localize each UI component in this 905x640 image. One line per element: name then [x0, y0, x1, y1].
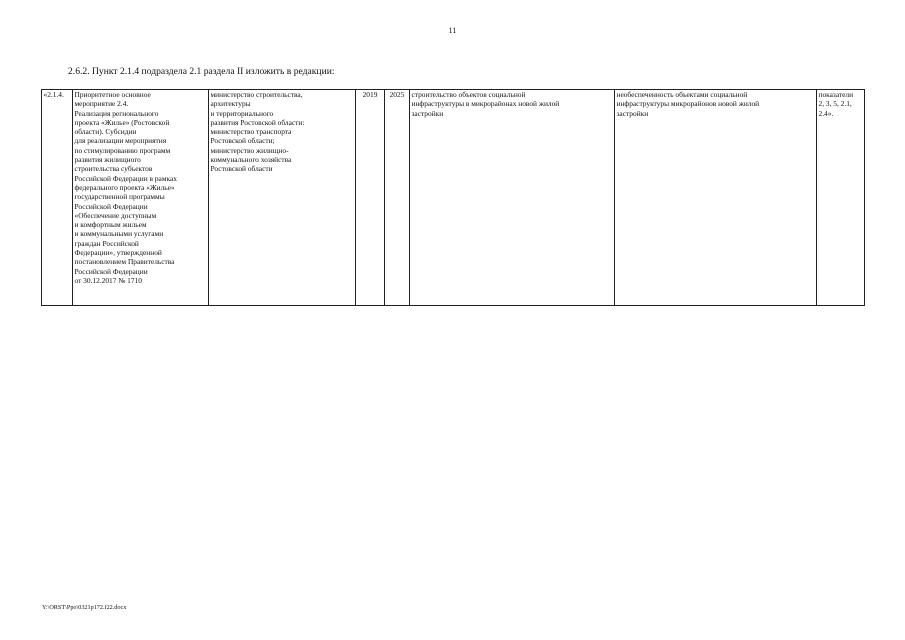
text-line: граждан Российской [74, 238, 139, 248]
text-line: Приоритетное основное [74, 90, 151, 99]
text-line: для реализации мероприятия [74, 136, 167, 146]
text-line: Российской Федерации в рамках [74, 173, 177, 183]
text-line: строительства субъектов [74, 164, 153, 174]
text-line: Федерации», утвержденной [74, 248, 162, 258]
text-line: министерство жилищно- [210, 145, 289, 155]
text-line: показатели [818, 90, 854, 99]
text-line: и комфортным жильем [74, 220, 147, 230]
text-line: и коммунальными услугами [74, 229, 164, 239]
text-line: инфраструктуры в микрорайонах новой жилой [411, 99, 560, 109]
text-line: Реализация регионального [74, 108, 159, 118]
expected-result-lines [412, 90, 613, 118]
text-line: федерального проекта «Жилье» [74, 182, 175, 192]
cell-measure-name [73, 90, 209, 306]
text-line: развития жилищного [74, 155, 141, 165]
text-line: 2, 3, 5, 2.1, [818, 99, 852, 109]
text-line: необеспеченность объектами социальной [616, 90, 748, 99]
text-line: «Обеспечение доступным [74, 210, 157, 220]
text-line: министерство транспорта [210, 127, 292, 137]
measures-table [41, 89, 865, 306]
page-number: 11 [448, 26, 457, 35]
table-row [42, 90, 865, 306]
text-line: развития Ростовской области: [210, 117, 305, 127]
text-line: и территориального [210, 108, 274, 118]
text-line: застройки [616, 108, 649, 118]
cell-end-year: 2025 [385, 90, 410, 306]
text-line: проекта «Жилье» (Ростовской [74, 117, 170, 127]
file-path-footer: Y:\ORST\Ppo\0321p172.f22.docx [42, 604, 127, 611]
indicators-lines [819, 90, 863, 118]
amendment-heading: 2.6.2. Пункт 2.1.4 подраздела 2.1 раздела II изложить в редакции: [68, 66, 335, 77]
text-line: от 30.12.2017 № 1710 [74, 275, 142, 285]
text-line: коммунального хозяйства [210, 155, 292, 165]
text-line: Ростовской области [210, 164, 273, 174]
text-line: Ростовской области; [210, 136, 275, 146]
cell-consequences [615, 90, 817, 306]
text-line: 2.4». [818, 108, 834, 118]
text-line: застройки [411, 108, 444, 118]
text-line: по стимулированию программ [74, 145, 171, 155]
text-line: постановлением Правительства [74, 257, 175, 267]
consequences-lines [617, 90, 815, 118]
measure-name-lines [75, 90, 207, 285]
text-line: мероприятие 2.4. [74, 99, 129, 109]
text-line: министерство строительства, [210, 90, 303, 99]
executor-lines [211, 90, 354, 174]
text-line: архитектуры [210, 99, 251, 109]
text-line: Российской Федерации [74, 266, 148, 276]
text-line: инфраструктуры микрорайонов новой жилой [616, 99, 760, 109]
text-line: государственной программы [74, 192, 165, 202]
text-line: строительство объектов социальной [411, 90, 526, 99]
cell-indicators [817, 90, 865, 306]
text-line: области). Субсидии [74, 127, 137, 137]
text-line: Российской Федерации [74, 201, 148, 211]
cell-executor [209, 90, 356, 306]
cell-start-year: 2019 [356, 90, 385, 306]
cell-expected-result [410, 90, 615, 306]
cell-number: «2.1.4. [42, 90, 73, 306]
